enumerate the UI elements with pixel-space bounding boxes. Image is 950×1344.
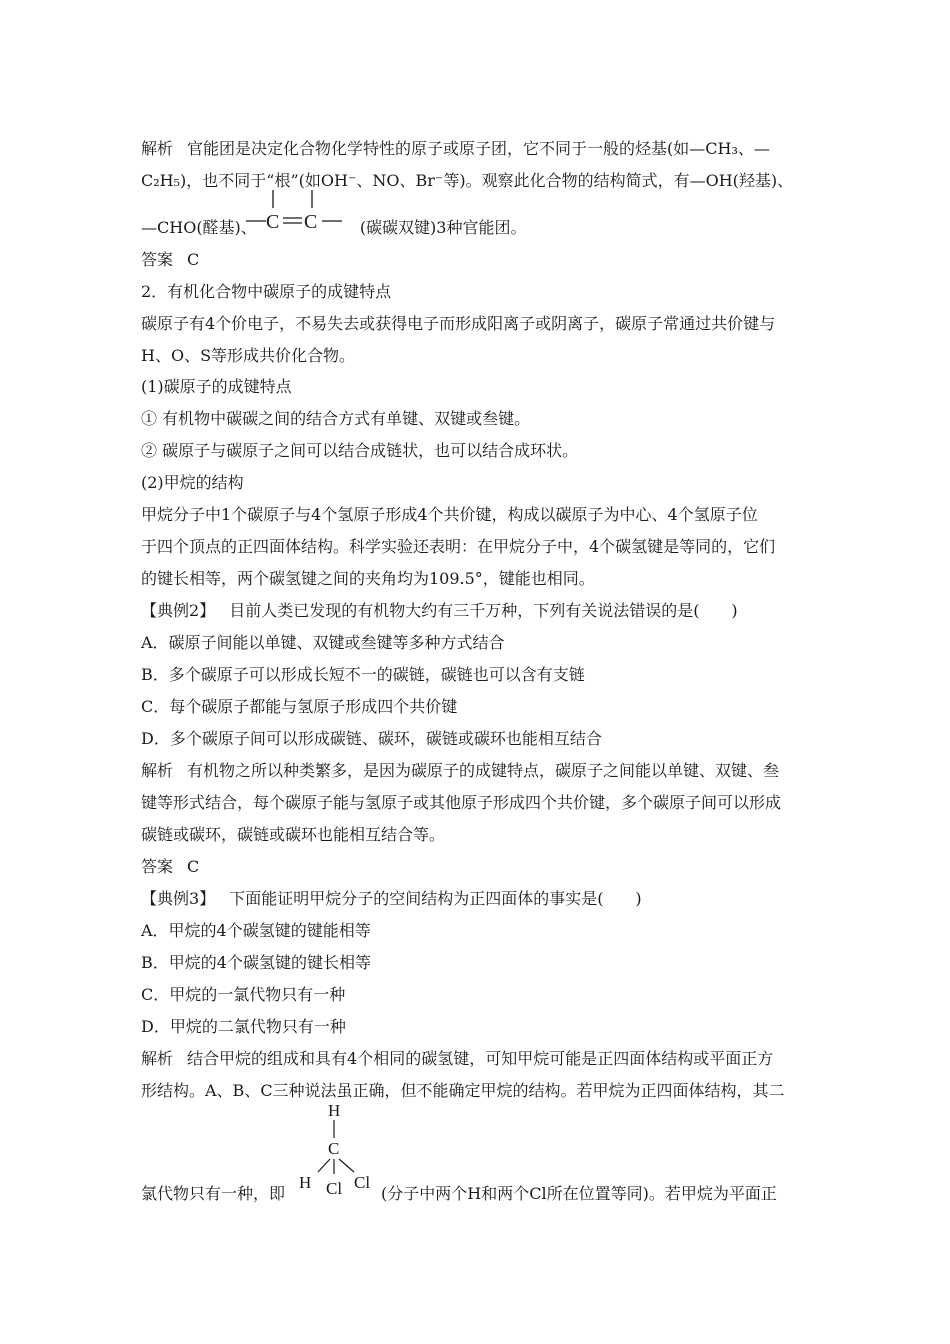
option-d: D．甲烷的二氯代物只有一种	[141, 1017, 346, 1036]
analysis-text: (碳碳双键)3种官能团。	[359, 218, 527, 237]
analysis-text: —CHO(醛基)、	[141, 218, 257, 237]
paragraph-line: 甲烷分子中1个碳原子与4个氢原子形成4个共价键，构成以碳原子为中心、4个氢原子位	[141, 505, 758, 524]
example-label: 【典例3】	[141, 889, 216, 908]
analysis-text: (分子中两个H和两个Cl所在位置等同)。若甲烷为平面正	[381, 1184, 777, 1203]
option-c: C．甲烷的一氯代物只有一种	[141, 985, 346, 1004]
answer-line	[141, 250, 199, 270]
answer-label: 答案	[141, 250, 174, 269]
alkene-double-bond-structure	[246, 188, 350, 238]
subheading: (2)甲烷的结构	[141, 473, 244, 492]
answer-line	[141, 857, 199, 877]
atom-h-left: H	[299, 1173, 312, 1192]
analysis-line: 形结构。A、B、C三种说法虽正确，但不能确定甲烷的结构。若甲烷为正四面体结构，其二	[141, 1081, 785, 1100]
analysis-line	[141, 1184, 777, 1204]
example-label: 【典例2】	[141, 601, 216, 620]
analysis-line: 键等形式结合，每个碳原子能与氢原子或其他原子形成四个共价键，多个碳原子间可以形成	[141, 793, 782, 812]
dichloromethane-structure	[292, 1098, 384, 1202]
answer-label: 答案	[141, 857, 174, 876]
analysis-text: 结合甲烷的组成和具有4个相同的碳氢键，可知甲烷可能是正四面体结构或平面正方	[187, 1049, 774, 1068]
answer-value: C	[187, 857, 200, 876]
option-a: A．碳原子间能以单键、双键或叁键等多种方式结合	[141, 633, 505, 652]
analysis-text: 官能团是决定化合物化学特性的原子或原子团，它不同于一般的烃基(如—CH₃、—	[187, 139, 770, 158]
paragraph-line: 碳原子有4个价电子，不易失去或获得电子而形成阳离子或阴离子，碳原子常通过共价键与	[141, 314, 776, 333]
analysis-line-1	[141, 139, 770, 159]
option-a: A．甲烷的4个碳氢键的键能相等	[141, 921, 371, 940]
list-item: ② 碳原子与碳原子之间可以结合成链状，也可以结合成环状。	[141, 441, 579, 460]
paragraph-line: 于四个顶点的正四面体结构。科学实验还表明：在甲烷分子中，4个碳氢键是等同的，它们	[141, 537, 776, 556]
atom-cl-right: Cl	[354, 1173, 371, 1192]
alkene-c2: C	[304, 211, 318, 233]
atom-cl-mid: Cl	[326, 1179, 343, 1198]
subheading: (1)碳原子的成键特点	[141, 377, 292, 396]
analysis-text: 有机物之所以种类繁多，是因为碳原子的成键特点，碳原子之间能以单键、双键、叁	[187, 761, 780, 780]
alkene-c1: C	[266, 211, 280, 233]
analysis-label: 解析	[141, 1049, 174, 1068]
option-c: C．每个碳原子都能与氢原子形成四个共价键	[141, 697, 458, 716]
question-text: 目前人类已发现的有机物大约有三千万种，下列有关说法错误的是( )	[229, 601, 738, 620]
atom-h-top: H	[328, 1101, 341, 1120]
example-3-question	[141, 889, 642, 909]
paragraph-line: H、O、S等形成共价化合物。	[141, 346, 356, 365]
analysis-line-2: C₂H₅)，也不同于“根”(如OH⁻、NO、Br⁻等)。观察此化合物的结构简式，有—OH(羟基)、	[141, 171, 794, 190]
list-item: ① 有机物中碳碳之间的结合方式有单键、双键或叁键。	[141, 409, 531, 428]
analysis-label: 解析	[141, 761, 174, 780]
analysis-label: 解析	[141, 139, 174, 158]
question-text: 下面能证明甲烷分子的空间结构为正四面体的事实是( )	[229, 889, 642, 908]
analysis-line	[141, 1049, 773, 1069]
section-heading: 2．有机化合物中碳原子的成键特点	[141, 282, 392, 301]
option-d: D．多个碳原子间可以形成碳链、碳环，碳链或碳环也能相互结合	[141, 729, 602, 748]
option-b: B．甲烷的4个碳氢键的键长相等	[141, 953, 371, 972]
option-b: B．多个碳原子可以形成长短不一的碳链，碳链也可以含有支链	[141, 665, 585, 684]
atom-c-center: C	[328, 1139, 340, 1158]
paragraph-line: 的键长相等，两个碳氢键之间的夹角均为109.5°，键能也相同。	[141, 569, 595, 588]
example-2-question	[141, 601, 738, 621]
analysis-line	[141, 761, 779, 781]
analysis-text: 氯代物只有一种，即	[141, 1184, 286, 1203]
answer-value: C	[187, 250, 200, 269]
analysis-line: 碳链或碳环，碳链或碳环也能相互结合等。	[141, 825, 446, 844]
